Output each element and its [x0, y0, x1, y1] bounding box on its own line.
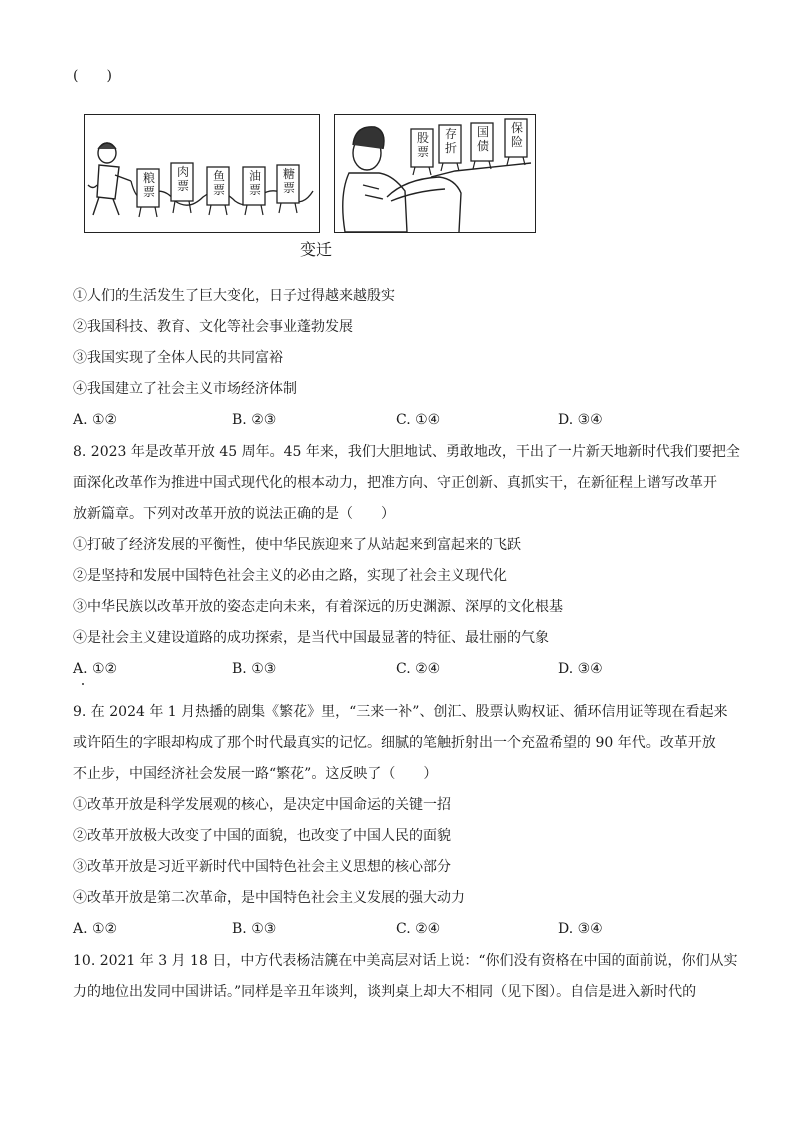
q7-option-d[interactable]: D. ③④ — [558, 412, 603, 428]
q9-stem-line-2: 或许陌生的字眼却构成了那个时代最真实的记忆。细腻的笔触折射出一个充盈希望的 90 年代。改革开放 — [73, 735, 716, 751]
ticket-label-sugar: 糖票 — [282, 167, 295, 195]
ticket-label-meat: 肉票 — [176, 165, 189, 193]
q7-answer-bracket: ( ) — [73, 68, 112, 84]
q8-stem-line-1: 8. 2023 年是改革开放 45 周年。45 年来，我们大胆地试、勇敢地改，干出了一片新天地新时代我们要把全 — [73, 444, 740, 460]
ticket-label-grain: 粮票 — [142, 171, 155, 199]
fin-label-bond: 国债 — [476, 125, 489, 153]
right-panel-financial-products — [334, 114, 536, 233]
q7-option-b[interactable]: B. ②③ — [232, 412, 277, 428]
q10-stem-line-1: 10. 2021 年 3 月 18 日，中方代表杨洁篪在中美高层对话上说：“你们没有资格在中国的面前说，你们从实 — [73, 953, 738, 969]
q8-statement-2: ②是坚持和发展中国特色社会主义的必由之路，实现了社会主义现代化 — [73, 568, 507, 584]
q8-statement-3: ③中华民族以改革开放的姿态走向未来，有着深远的历史渊源、深厚的文化根基 — [73, 599, 563, 615]
cart-drawing — [387, 163, 531, 232]
figure-caption: 变迁 — [300, 240, 333, 259]
stray-dot — [82, 683, 84, 685]
q8-stem-line-3: 放新篇章。下列对改革开放的说法正确的是（ ） — [73, 506, 395, 522]
person-figure — [88, 143, 131, 215]
q8-statement-1: ①打破了经济发展的平衡性，使中华民族迎来了从站起来到富起来的飞跃 — [73, 537, 521, 553]
q10-stem-line-2: 力的地位出发同中国讲话。”同样是辛丑年谈判，谈判桌上却大不相同（见下图）。自信是进入新时代的 — [73, 984, 697, 1000]
q8-option-d[interactable]: D. ③④ — [558, 661, 603, 677]
q7-option-a[interactable]: A. ①② — [73, 412, 118, 428]
fin-label-insurance: 保险 — [510, 121, 523, 149]
left-panel-ration-tickets — [84, 114, 320, 233]
fin-label-passbook: 存折 — [444, 127, 457, 155]
q7-statement-3: ③我国实现了全体人民的共同富裕 — [73, 350, 283, 366]
q9-option-d[interactable]: D. ③④ — [558, 921, 603, 937]
q9-statement-3: ③改革开放是习近平新时代中国特色社会主义思想的核心部分 — [73, 859, 451, 875]
q8-statement-4: ④是社会主义建设道路的成功探索，是当代中国最显著的特征、最壮丽的气象 — [73, 630, 549, 646]
ticket-label-fish: 鱼票 — [212, 169, 225, 197]
q9-statement-4: ④改革开放是第二次革命，是中国特色社会主义发展的强大动力 — [73, 890, 465, 906]
q9-statement-1: ①改革开放是科学发展观的核心，是决定中国命运的关键一招 — [73, 797, 451, 813]
q9-stem-line-3: 不止步，中国经济社会发展一路“繁花”。这反映了（ ） — [73, 766, 438, 782]
q7-statement-1: ①人们的生活发生了巨大变化，日子过得越来越殷实 — [73, 288, 395, 304]
fin-label-stock: 股票 — [416, 131, 429, 159]
woman-figure — [343, 127, 407, 232]
q8-option-a[interactable]: A. ①② — [73, 661, 118, 677]
q7-option-c[interactable]: C. ①④ — [396, 412, 441, 428]
q9-option-a[interactable]: A. ①② — [73, 921, 118, 937]
q9-statement-2: ②改革开放极大改变了中国的面貌，也改变了中国人民的面貌 — [73, 828, 451, 844]
q8-option-b[interactable]: B. ①③ — [232, 661, 277, 677]
q9-stem-line-1: 9. 在 2024 年 1 月热播的剧集《繁花》里，“三来一补”、创汇、股票认购权证、循环信用证等现在看起来 — [73, 704, 728, 720]
q9-option-b[interactable]: B. ①③ — [232, 921, 277, 937]
right-panel-drawing — [335, 115, 535, 232]
q8-option-c[interactable]: C. ②④ — [396, 661, 441, 677]
q7-statement-4: ④我国建立了社会主义市场经济体制 — [73, 381, 297, 397]
q7-statement-2: ②我国科技、教育、文化等社会事业蓬勃发展 — [73, 319, 353, 335]
ticket-label-oil: 油票 — [248, 169, 261, 197]
q9-option-c[interactable]: C. ②④ — [396, 921, 441, 937]
q8-stem-line-2: 面深化改革作为推进中国式现代化的根本动力，把准方向、守正创新、真抓实干，在新征程上谱写改革开 — [73, 475, 717, 491]
